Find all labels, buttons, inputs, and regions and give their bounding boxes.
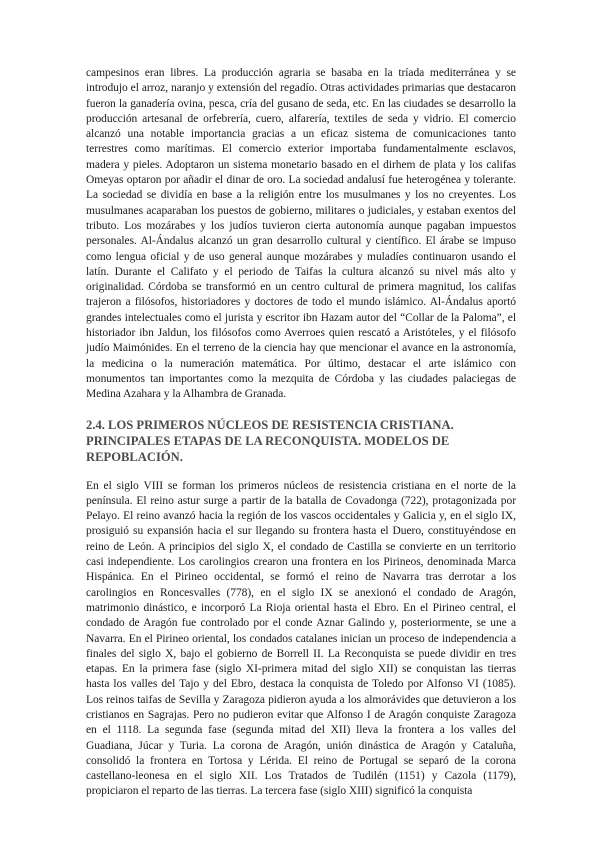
- document-page: [86, 66, 516, 800]
- body-paragraph-al-andalus: campesinos eran libres. La producción agraria se basaba en la tríada mediterránea y se introdujo el arroz, naranjo y extensión del regadío. Otras actividades primarias que destacaron fueron la ganadería ovina, pesca, cría del gusano de seda, etc. En las ciudades se desarrollo la producción artesanal de orfebrería, cuero, alfarería, textiles de seda y vidrio. El comercio alcanzó una notable importancia gracias a un eficaz sistema de comunicaciones tanto terrestres como marítimas. El comercio exterior importaba fundamentalmente esclavos, madera y pieles. Adoptaron un sistema monetario basado en el dirhem de plata y los califas Omeyas optaron por añadir el dinar de oro. La sociedad andalusí fue heterogénea y tolerante. La sociedad se dividía en base a la religión entre los musulmanes y los no creyentes. Los musulmanes acaparaban los puestos de gobierno, militares o judiciales, y estaban exentos del tributo. Los mozárabes y los judíos tuvieron cierta autonomía aunque pagaban impuestos personales. Al-Ándalus alcanzó un gran desarrollo cultural y científico. El árabe se impuso como lengua oficial y de uso general aunque mozárabes y muladíes continuaron usando el latín. Durante el Califato y el periodo de Taifas la cultura alcanzó su nivel más alto y originalidad. Córdoba se transformó en un centro cultural de primera magnitud, los califas trajeron a filósofos, historiadores y doctores de todo el mundo islámico. Al-Ándalus aportó grandes intelectuales como el jurista y escritor ibn Hazam autor del “Collar de la Paloma”, el historiador ibn Jaldun, los filósofos como Averroes quien rescató a Aristóteles, y el filósofo judío Maimónides. En el terreno de la ciencia hay que mencionar el avance en la astronomía, la medicina o la numeración matemática. Por último, destacar el arte islámico con monumentos tan importantes como la mezquita de Córdoba y las ciudades palaciegas de Medina Azahara y la Alhambra de Granada.: [86, 67, 516, 401]
- body-paragraph-reconquista: En el siglo VIII se forman los primeros núcleos de resistencia cristiana en el norte de la península. El reino astur surge a partir de la batalla de Covadonga (722), protagonizada por Pelayo. El reino avanzó hacia la región de los vascos occidentales y Galicia y, en el siglo IX, prosiguió su expansión hacia el sur llegando su frontera hasta el Duero, constituyéndose en reino de León. A principios del siglo X, el condado de Castilla se convierte en un territorio casi independiente. Los carolingios crearon una frontera en los Pirineos, denominada Marca Hispánica. En el Pirineo occidental, se formó el reino de Navarra tras derrotar a los carolingios en Roncesvalles (778), en el siglo IX se anexionó el condado de Aragón, matrimonio dinástico, e incorporó La Rioja oriental hasta el Ebro. En el Pirineo central, el condado de Aragón fue controlado por el conde Aznar Galindo y, posteriormente, se une a Navarra. En el Pirineo oriental, los condados catalanes inician un proceso de independencia a finales del siglo X, bajo el gobierno de Borrell II. La Reconquista se puede dividir en tres etapas. En la primera fase (siglo XI-primera mitad del siglo XII) se conquistan las tierras hasta los valles del Tajo y del Ebro, destaca la conquista de Toledo por Alfonso VI (1085). Los reinos taifas de Sevilla y Zaragoza pidieron ayuda a los almorávides que detuvieron a los cristianos en Sagrajas. Pero no pudieron evitar que Alfonso I de Aragón conquiste Zaragoza en el 1118. La segunda fase (segunda mitad del XII) lleva la frontera a los valles del Guadiana, Júcar y Turia. La corona de Aragón, unión dinástica de Aragón y Cataluña, consolidó la frontera en Tortosa y Lérida. El reino de Portugal se separó de la corona castellano-leonesa en el siglo XII. Los Tratados de Tudilén (1151) y Cazola (1179), propiciaron el reparto de las tierras. La tercera fase (siglo XIII) significó la conquista: [86, 479, 516, 798]
- section-heading: 2.4. LOS PRIMEROS NÚCLEOS DE RESISTENCIA CRISTIANA. PRINCIPALES ETAPAS DE LA RECONQUISTA. MODELOS DE REPOBLACIÓN.: [86, 417, 454, 464]
